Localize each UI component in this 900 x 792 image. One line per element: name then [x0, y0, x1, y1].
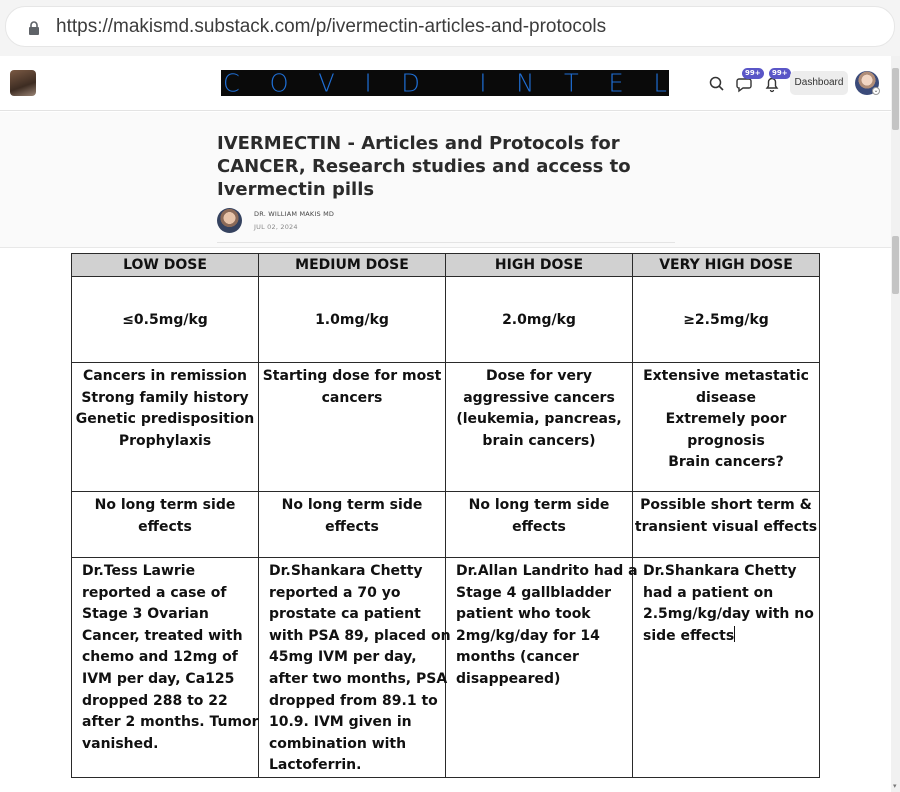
- cell-line: reported a 70 yo: [269, 584, 401, 601]
- cell-line: disappeared): [456, 670, 561, 687]
- cell-line: combination with: [269, 735, 407, 752]
- logo-letter: N: [516, 68, 535, 98]
- cell-line: effects: [512, 518, 566, 535]
- cell-line: reported a case of: [82, 584, 227, 601]
- cell-line: prostate ca patient: [269, 606, 421, 623]
- cell-line: 45mg IVM per day,: [269, 649, 417, 666]
- cell-line: No long term side: [94, 497, 236, 513]
- cell-line: effects: [325, 518, 379, 535]
- url-text[interactable]: https://makismd.substack.com/p/ivermectin-articles-and-protocols: [56, 16, 607, 37]
- scrollbar-thumb-secondary[interactable]: [892, 236, 899, 294]
- logo-letter: O: [269, 68, 289, 98]
- notification-badge: 99+: [769, 68, 791, 79]
- dose-cell: 1.0mg/kg: [259, 277, 446, 363]
- lock-icon[interactable]: [28, 21, 40, 35]
- scrollbar-thumb[interactable]: [892, 68, 899, 130]
- cell-line: 10.9. IVM given in: [269, 714, 412, 731]
- dose-cell: ≤0.5mg/kg: [72, 277, 259, 363]
- side-effects-row: [72, 492, 820, 558]
- indication-row: [72, 363, 820, 492]
- search-icon[interactable]: [707, 74, 727, 94]
- case-report-cell: [446, 558, 638, 778]
- logo-letter: L: [653, 68, 667, 98]
- cell-line: after 2 months. Tumor: [82, 714, 259, 731]
- logo-letter: I: [479, 68, 487, 98]
- protocol-table-image: [71, 253, 820, 778]
- cell-line: Cancer, treated with: [82, 627, 243, 644]
- cell-line: Stage 4 gallbladder: [456, 584, 612, 601]
- cell-line: effects: [138, 518, 192, 535]
- logo-letter: C: [223, 68, 240, 98]
- browser-toolbar: [0, 0, 900, 56]
- header-low-dose: LOW DOSE: [72, 254, 259, 277]
- cell-line: chemo and 12mg of: [82, 649, 238, 666]
- article-header: [0, 112, 891, 248]
- case-report-cell: [72, 558, 259, 778]
- cell-line: IVM per day, Ca125: [82, 670, 235, 687]
- publication-logo[interactable]: [221, 70, 669, 96]
- logo-letter: T: [564, 68, 579, 98]
- scroll-down-arrow[interactable]: ▾: [893, 782, 897, 790]
- chevron-down-icon[interactable]: ⌄: [873, 87, 879, 94]
- cell-line: Prophylaxis: [118, 432, 212, 449]
- author-name[interactable]: DR. WILLIAM MAKIS MD: [254, 210, 335, 218]
- logo-letter: D: [401, 68, 420, 98]
- dose-cell: ≥2.5mg/kg: [633, 277, 820, 363]
- cell-line: brain cancers): [482, 432, 596, 449]
- dosage-table: [71, 253, 820, 778]
- cell-line: side effects: [643, 627, 735, 644]
- publish-date: JUL 02, 2024: [254, 223, 298, 231]
- cell-line: No long term side: [468, 497, 610, 513]
- dose-cell: 2.0mg/kg: [446, 277, 633, 363]
- side-effects-cell: [633, 492, 820, 558]
- cell-line: Dr.Allan Landrito had a: [456, 563, 638, 579]
- side-effects-cell: [446, 492, 633, 558]
- table-header-row: [72, 254, 820, 277]
- cell-line: (leukemia, pancreas,: [456, 411, 622, 427]
- cell-line: Lactoferrin.: [269, 757, 362, 774]
- header-very-high-dose: VERY HIGH DOSE: [633, 254, 820, 277]
- cell-line: Dose for very: [485, 368, 593, 384]
- divider: [217, 242, 675, 243]
- chat-badge: 99+: [742, 68, 764, 79]
- cell-line: 2.5mg/kg/day with no: [643, 606, 814, 623]
- logo-letter: E: [608, 68, 624, 98]
- cell-line: Possible short term &: [640, 497, 812, 513]
- header-medium-dose: MEDIUM DOSE: [259, 254, 446, 277]
- cell-line: Dr.Tess Lawrie: [82, 563, 196, 579]
- cell-line: Extremely poor: [665, 411, 787, 427]
- text-cursor: [734, 626, 735, 642]
- cell-line: months (cancer: [456, 649, 579, 666]
- side-effects-cell: [259, 492, 446, 558]
- cell-line: vanished.: [82, 735, 159, 752]
- indication-cell: [633, 363, 820, 492]
- cell-line: Genetic predisposition: [75, 411, 255, 427]
- cell-line: Dr.Shankara Chetty: [643, 563, 797, 579]
- logo-text: [221, 69, 669, 96]
- case-report-cell: [259, 558, 451, 778]
- cell-line: Brain cancers?: [668, 454, 784, 470]
- cell-line: dropped from 89.1 to: [269, 692, 438, 709]
- publication-avatar[interactable]: [10, 70, 36, 96]
- cell-line: Cancers in remission: [82, 368, 248, 384]
- cell-line: Starting dose for most: [262, 368, 442, 384]
- logo-letter: I: [364, 68, 372, 98]
- header-high-dose: HIGH DOSE: [446, 254, 633, 277]
- indication-cell: [259, 363, 446, 492]
- site-header: [0, 56, 900, 111]
- cell-line: prognosis: [687, 432, 765, 449]
- cell-line: patient who took: [456, 606, 591, 623]
- cell-line: had a patient on: [643, 584, 774, 601]
- cell-line: Strong family history: [81, 389, 249, 406]
- cell-line: Dr.Shankara Chetty: [269, 563, 423, 579]
- cell-line: dropped 288 to 22: [82, 692, 228, 709]
- cell-line: No long term side: [281, 497, 423, 513]
- cell-line: 2mg/kg/day for 14: [456, 627, 600, 644]
- case-report-row: [72, 558, 820, 778]
- cell-line: disease: [696, 389, 756, 406]
- cell-line: Stage 3 Ovarian: [82, 606, 209, 623]
- article-title: IVERMECTIN - Articles and Protocols for CANCER, Research studies and access to Ivermectin pills: [217, 133, 631, 200]
- dose-row: [72, 277, 820, 363]
- cell-line: with PSA 89, placed on: [269, 627, 451, 644]
- cell-line: after two months, PSA: [269, 670, 448, 687]
- side-effects-cell: [72, 492, 259, 558]
- dashboard-button[interactable]: Dashboard: [790, 71, 848, 95]
- cell-line: Extensive metastatic: [643, 368, 809, 384]
- case-report-cell: [633, 558, 820, 778]
- logo-letter: V: [318, 68, 335, 98]
- indication-cell: [446, 363, 633, 492]
- indication-cell: [72, 363, 259, 492]
- author-avatar[interactable]: [217, 208, 242, 233]
- address-bar[interactable]: [5, 6, 895, 47]
- cell-line: transient visual effects: [634, 518, 818, 535]
- cell-line: aggressive cancers: [463, 389, 615, 406]
- cell-line: cancers: [321, 389, 383, 406]
- scrollbar[interactable]: [891, 56, 900, 792]
